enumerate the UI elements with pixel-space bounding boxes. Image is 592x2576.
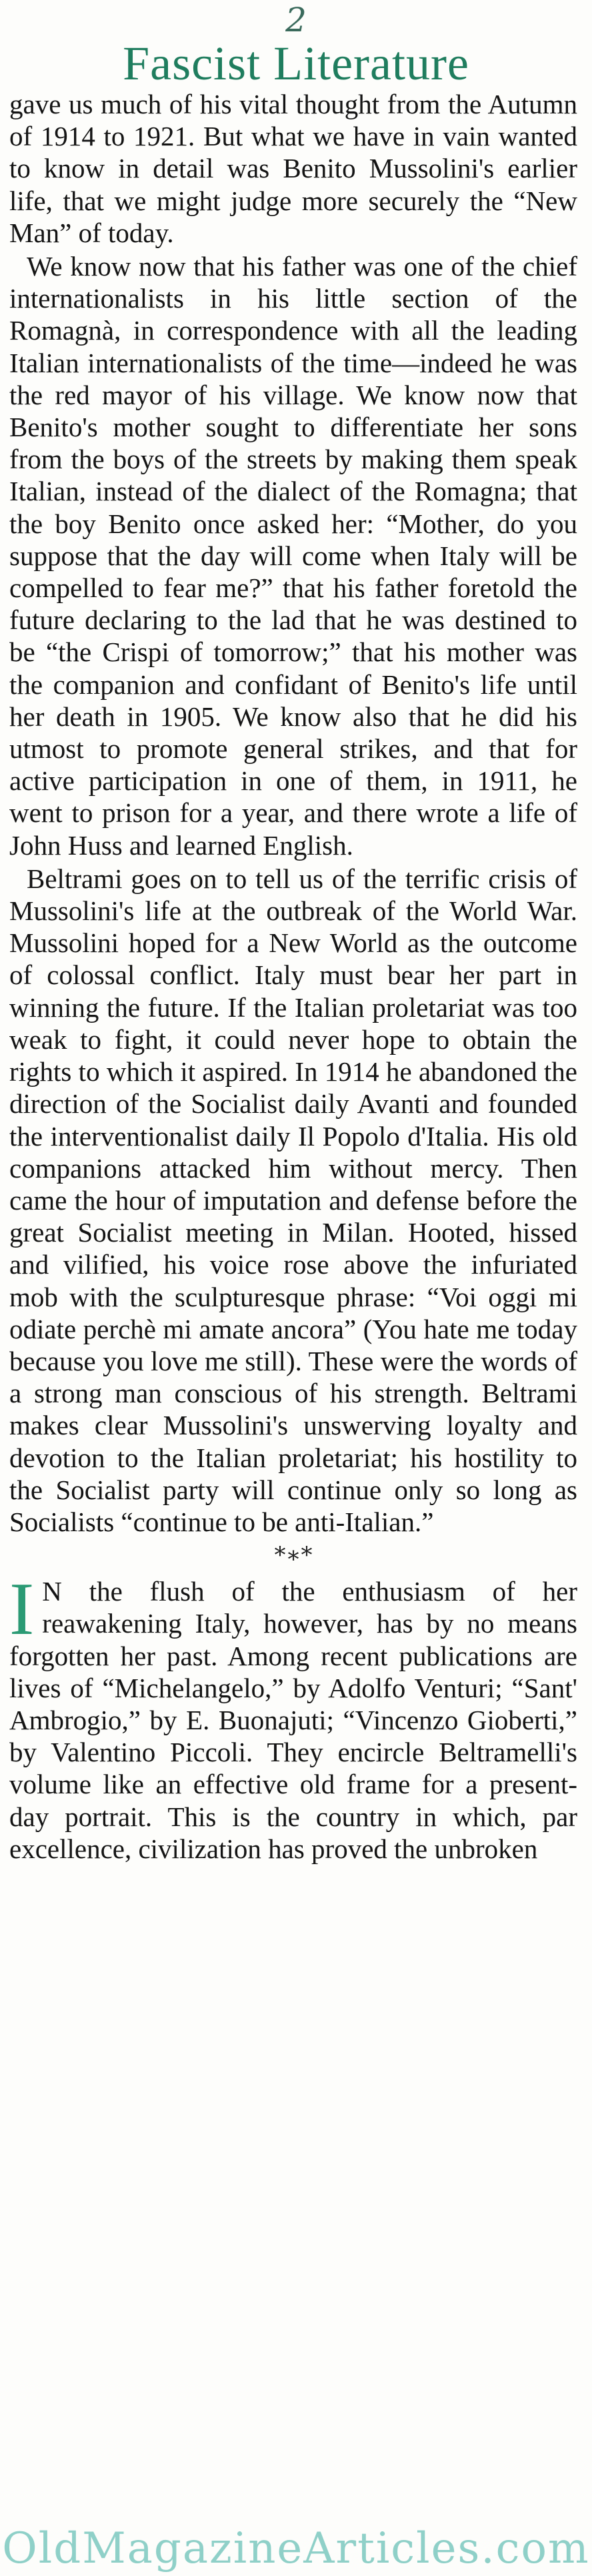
- paragraph-3: Beltrami goes on to tell us of the terrific crisis of Mussolini's life at the outbreak of the World War. Mussolini hoped for a New World as the outcome of colossal conflict. Italy must bear her part in winning the future. If the Italian proletariat was too weak to fight, it could never hope to obtain the rights to which it aspired. In 1914 he abandoned the direction of the Socialist daily Avanti and founded the interventionalist daily Il Popolo d'Italia. His old companions attacked him without mercy. Then came the hour of imputation and defense before the great Socialist meeting in Milan. Hooted, hissed and vilified, his voice rose above the infuriated mob with the sculpturesque phrase: “Voi oggi mi odiate perchè mi amate ancora” (You hate me today because you love me still). These were the words of a strong man conscious of his strength. Beltrami makes clear Mussolini's unswerving loyalty and devotion to the Italian proletariat; his hostility to the Socialist party will continue only so long as Socialists “continue to be anti-Italian.”: [9, 863, 577, 1537]
- page-title: Fascist Literature: [123, 37, 469, 90]
- section-divider: *∗*: [274, 1542, 313, 1569]
- paragraph-1: gave us much of his vital thought from the Autumn of 1914 to 1921. But what we have in vain wanted to know in detail was Benito Mussolini's earlier life, that we might judge more securely the “New Man” of today.: [9, 89, 577, 248]
- drop-cap: I: [9, 1568, 35, 1651]
- paragraph-2: We know now that his father was one of the chief internationalists in his little section of the Romagnà, in correspondence with all the leading Italian internationalists of the time—indeed he was the red mayor of his village. We know now that Benito's mother sought to differentiate her sons from the boys of the streets by making them speak Italian, instead of the dialect of the Romagna; that the boy Benito once asked her: “Mother, do you suppose that the day will come when Italy will be compelled to fear me?” that his father foretold the future declaring to the lad that he was destined to be “the Crispi of tomorrow;” that his mother was the companion and confidant of Benito's life until her death in 1905. We know also that he did his utmost to promote general strikes, and that for active participation in one of them, in 1911, he went to prison for a year, and there wrote a life of John Huss and learned English.: [9, 251, 577, 861]
- paragraph-4: [9, 1568, 577, 1865]
- paragraph-4-text: N the flush of the enthusiasm of her reawakening Italy, however, has by no means forgotten her past. Among recent publications are lives of “Michelangelo,” by Adolfo Venturi; “Sant' Ambrogio,” by E. Buonajuti; “Vincenzo Gioberti,” by Valentino Piccoli. They encircle Beltramelli's volume like an effective old frame for a present-day portrait. This is the country in which, par excellence, civilization has proved the unbroken: [9, 1576, 577, 1864]
- article-body: [9, 88, 577, 1865]
- page-number: 2: [285, 1, 307, 39]
- site-watermark: OldMagazineArticles.com: [2, 2524, 590, 2573]
